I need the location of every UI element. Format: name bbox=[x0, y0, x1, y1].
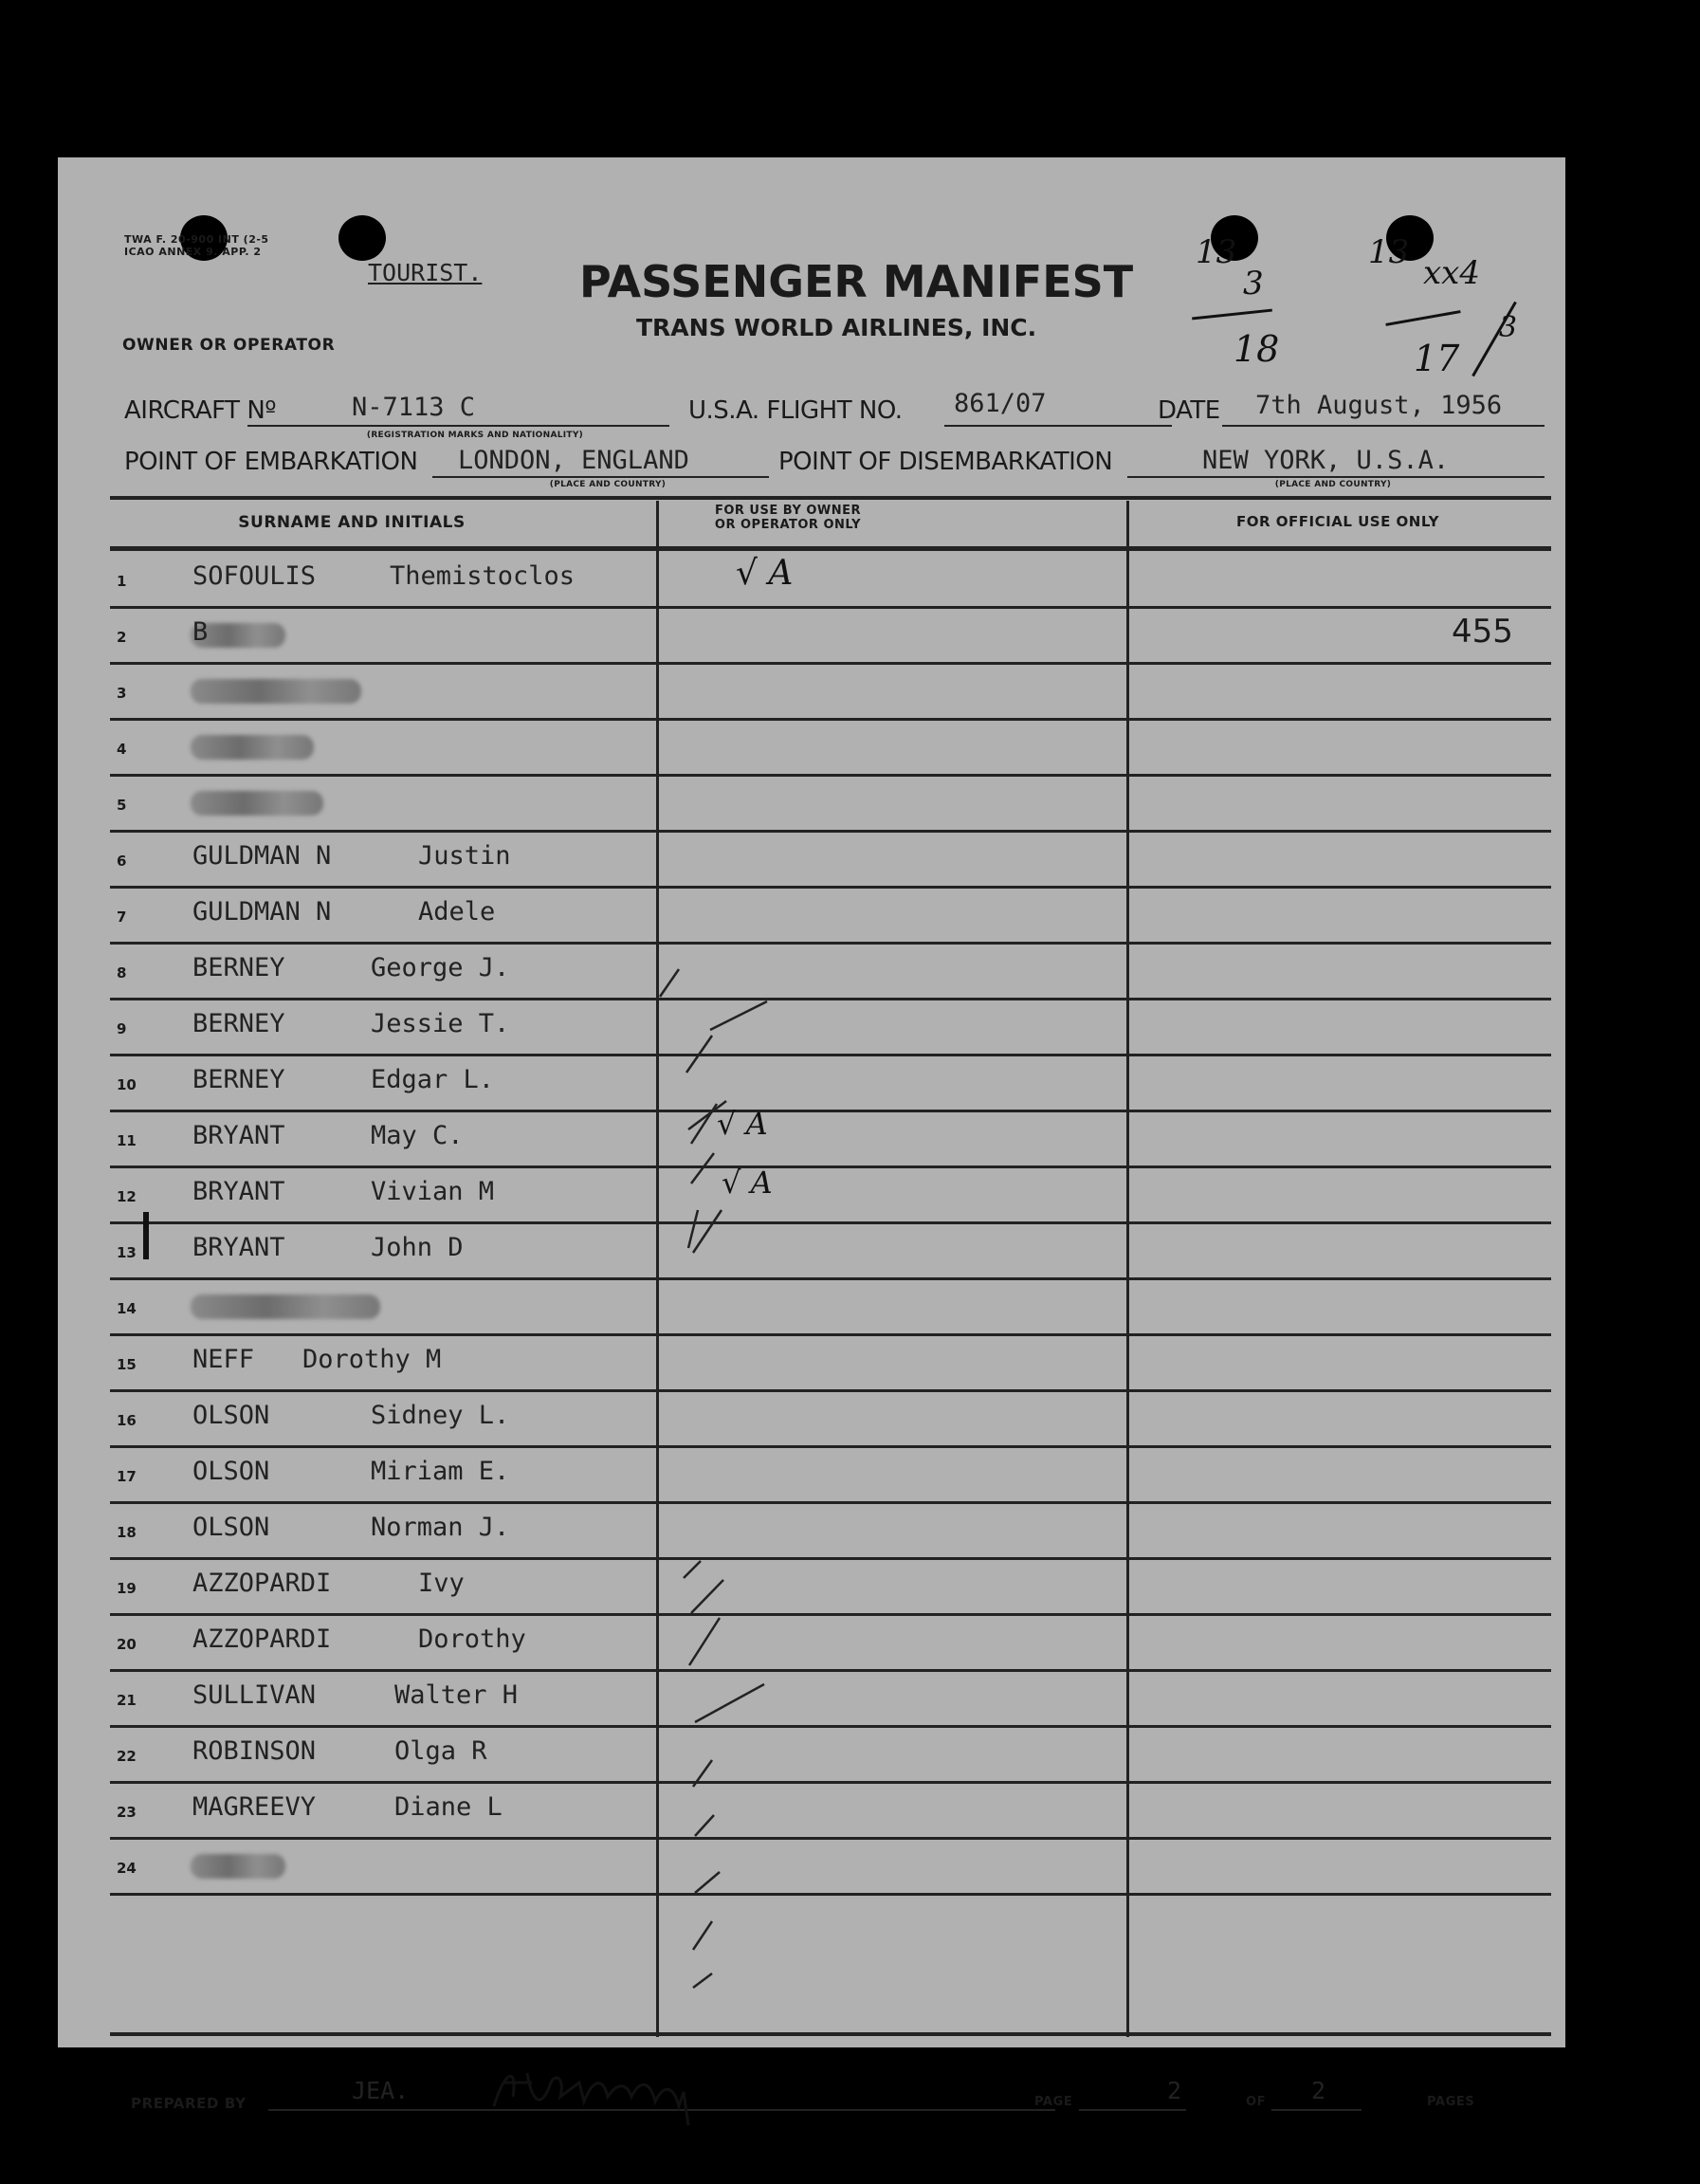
passenger-given-name: Diane L bbox=[394, 1792, 503, 1822]
redacted-name bbox=[191, 735, 314, 760]
passenger-surname: AZZOPARDI bbox=[192, 1569, 332, 1598]
row-number: 7 bbox=[117, 908, 127, 926]
passenger-surname: GULDMAN N bbox=[192, 841, 332, 871]
row2-official-value: 455 bbox=[1452, 613, 1513, 651]
passenger-surname: SULLIVAN bbox=[192, 1680, 317, 1710]
row1-owner-mark: √ A bbox=[736, 554, 794, 593]
page-number: 2 bbox=[1167, 2077, 1182, 2104]
passenger-surname: BERNEY bbox=[192, 953, 285, 982]
footer-rule bbox=[110, 2032, 1551, 2036]
disembarkation-value: NEW YORK, U.S.A. bbox=[1202, 446, 1450, 475]
passenger-surname: OLSON bbox=[192, 1401, 270, 1430]
date-label: DATE bbox=[1158, 396, 1220, 425]
row-number: 3 bbox=[117, 685, 127, 702]
aircraft-value: N-7113 C bbox=[352, 393, 476, 422]
count-right-top: 13 bbox=[1368, 233, 1410, 271]
aircraft-underline bbox=[247, 425, 669, 427]
passenger-given-name: Walter H bbox=[394, 1680, 519, 1710]
form-code bbox=[124, 233, 269, 258]
row-number: 8 bbox=[117, 964, 127, 982]
row-number: 22 bbox=[117, 1748, 137, 1765]
passenger-given-name: Miriam E. bbox=[371, 1457, 510, 1486]
class-label: TOURIST. bbox=[368, 259, 483, 286]
passenger-given-name: Norman J. bbox=[371, 1513, 510, 1542]
disembarkation-underline bbox=[1127, 476, 1545, 478]
passenger-surname: SOFOULIS bbox=[192, 561, 317, 591]
passenger-given-name: Jessie T. bbox=[371, 1009, 510, 1038]
redacted-name bbox=[191, 1294, 380, 1319]
redacted-name bbox=[191, 791, 323, 816]
passenger-given-name: Adele bbox=[418, 897, 496, 927]
count-right-mid: 3 bbox=[1499, 311, 1518, 344]
pages-label: PAGES bbox=[1427, 2095, 1475, 2109]
count-left-top: 13 bbox=[1196, 233, 1237, 271]
passenger-surname: AZZOPARDI bbox=[192, 1624, 332, 1654]
registration-caption: (REGISTRATION MARKS AND NATIONALITY) bbox=[366, 431, 584, 440]
col-owner-header bbox=[655, 504, 921, 532]
of-underline bbox=[1271, 2109, 1362, 2111]
row-number: 4 bbox=[117, 741, 127, 758]
prepared-by-label: PREPARED BY bbox=[131, 2095, 247, 2112]
date-value: 7th August, 1956 bbox=[1255, 391, 1503, 420]
aircraft-label: AIRCRAFT Nº bbox=[124, 396, 277, 425]
column-divider bbox=[1126, 501, 1129, 2037]
row-number: 9 bbox=[117, 1020, 127, 1037]
passenger-given-name: Dorothy M bbox=[302, 1345, 442, 1374]
row-number: 15 bbox=[117, 1356, 137, 1373]
prepared-by-value: JEA. bbox=[352, 2077, 410, 2104]
embarkation-underline bbox=[432, 476, 769, 478]
passenger-given-name: George J. bbox=[371, 953, 510, 982]
airline-name: TRANS WORLD AIRLINES, INC. bbox=[636, 314, 1037, 341]
passenger-given-name: Vivian M bbox=[371, 1177, 495, 1206]
count-left-rule bbox=[1192, 309, 1272, 321]
col-owner-header-line2: OR OPERATOR ONLY bbox=[714, 518, 862, 532]
count-left-mid: 3 bbox=[1243, 265, 1264, 303]
passenger-given-name: Sidney L. bbox=[371, 1401, 510, 1430]
count-right-rule bbox=[1385, 310, 1460, 326]
col-owner-header-line1: FOR USE BY OWNER bbox=[714, 504, 862, 518]
flight-underline bbox=[944, 425, 1172, 427]
of-pages: 2 bbox=[1311, 2077, 1326, 2104]
row-number: 13 bbox=[117, 1244, 137, 1261]
manifest-sheet bbox=[58, 157, 1565, 2112]
passenger-given-name: Edgar L. bbox=[371, 1065, 495, 1094]
row-number: 12 bbox=[117, 1188, 137, 1205]
header-top-rule bbox=[110, 496, 1551, 500]
redacted-name bbox=[191, 1854, 285, 1879]
embarkation-value: LONDON, ENGLAND bbox=[458, 446, 689, 475]
passenger-surname: BERNEY bbox=[192, 1065, 285, 1094]
row-number: 24 bbox=[117, 1860, 137, 1877]
row-number: 16 bbox=[117, 1412, 137, 1429]
passenger-given-name: Justin bbox=[418, 841, 511, 871]
embarkation-label: POINT OF EMBARKATION bbox=[124, 448, 418, 476]
form-code-line1: TWA F. 20-900 INT (2-5 bbox=[124, 233, 269, 246]
row-number: 14 bbox=[117, 1300, 137, 1317]
count-left-bottom: 18 bbox=[1234, 328, 1280, 370]
embark-place-caption: (PLACE AND COUNTRY) bbox=[549, 480, 667, 489]
check-mark-strokes bbox=[660, 969, 767, 1988]
col-official-header: FOR OFFICIAL USE ONLY bbox=[1236, 513, 1439, 530]
check-marks bbox=[589, 546, 873, 1988]
row13-margin-bracket bbox=[143, 1212, 149, 1259]
date-underline bbox=[1222, 425, 1545, 427]
row-number: 21 bbox=[117, 1692, 137, 1709]
passenger-surname: B bbox=[192, 617, 209, 647]
passenger-given-name: Olga R bbox=[394, 1736, 487, 1766]
disembarkation-label: POINT OF DISEMBARKATION bbox=[778, 448, 1113, 476]
form-code-line2: ICAO ANNEX 9. APP. 2 bbox=[124, 246, 262, 258]
passenger-surname: BRYANT bbox=[192, 1233, 285, 1262]
passenger-given-name: John D bbox=[371, 1233, 464, 1262]
row-number: 23 bbox=[117, 1804, 137, 1821]
passenger-given-name: Ivy bbox=[418, 1569, 465, 1598]
manifest-title: PASSENGER MANIFEST bbox=[579, 256, 1134, 307]
row12-owner-mark: √ A bbox=[722, 1165, 773, 1201]
disembark-place-caption: (PLACE AND COUNTRY) bbox=[1274, 480, 1392, 489]
passenger-surname: NEFF bbox=[192, 1345, 255, 1374]
row-number: 19 bbox=[117, 1580, 137, 1597]
row-number: 20 bbox=[117, 1636, 137, 1653]
page-underline bbox=[1079, 2109, 1186, 2111]
owner-operator-label: OWNER OR OPERATOR bbox=[122, 336, 336, 355]
flight-number: 861/07 bbox=[954, 389, 1047, 418]
row-number: 1 bbox=[117, 573, 127, 590]
passenger-given-name: Themistoclos bbox=[390, 561, 576, 591]
row-number: 10 bbox=[117, 1076, 137, 1093]
signature bbox=[475, 2054, 722, 2139]
passenger-surname: BRYANT bbox=[192, 1121, 285, 1150]
count-right-bottom: 17 bbox=[1414, 338, 1460, 379]
row-number: 11 bbox=[117, 1132, 137, 1149]
passenger-surname: GULDMAN N bbox=[192, 897, 332, 927]
passenger-given-name: Dorothy bbox=[418, 1624, 526, 1654]
page-label: PAGE bbox=[1034, 2095, 1073, 2109]
of-label: OF bbox=[1246, 2095, 1267, 2109]
row-number: 6 bbox=[117, 853, 127, 870]
passenger-surname: BRYANT bbox=[192, 1177, 285, 1206]
passenger-surname: ROBINSON bbox=[192, 1736, 317, 1766]
row-number: 17 bbox=[117, 1468, 137, 1485]
passenger-surname: MAGREEVY bbox=[192, 1792, 317, 1822]
passenger-surname: OLSON bbox=[192, 1513, 270, 1542]
passenger-given-name: May C. bbox=[371, 1121, 464, 1150]
row-number: 2 bbox=[117, 629, 127, 646]
col-surname-header: SURNAME AND INITIALS bbox=[238, 513, 466, 532]
row-number: 18 bbox=[117, 1524, 137, 1541]
redacted-name bbox=[191, 679, 361, 704]
passenger-surname: BERNEY bbox=[192, 1009, 285, 1038]
row-number: 5 bbox=[117, 797, 127, 814]
flight-label: U.S.A. FLIGHT NO. bbox=[688, 396, 903, 425]
row11-owner-mark: √ A bbox=[717, 1106, 768, 1142]
punch-hole bbox=[338, 215, 386, 261]
count-right-marks: xx4 bbox=[1423, 254, 1480, 292]
passenger-surname: OLSON bbox=[192, 1457, 270, 1486]
